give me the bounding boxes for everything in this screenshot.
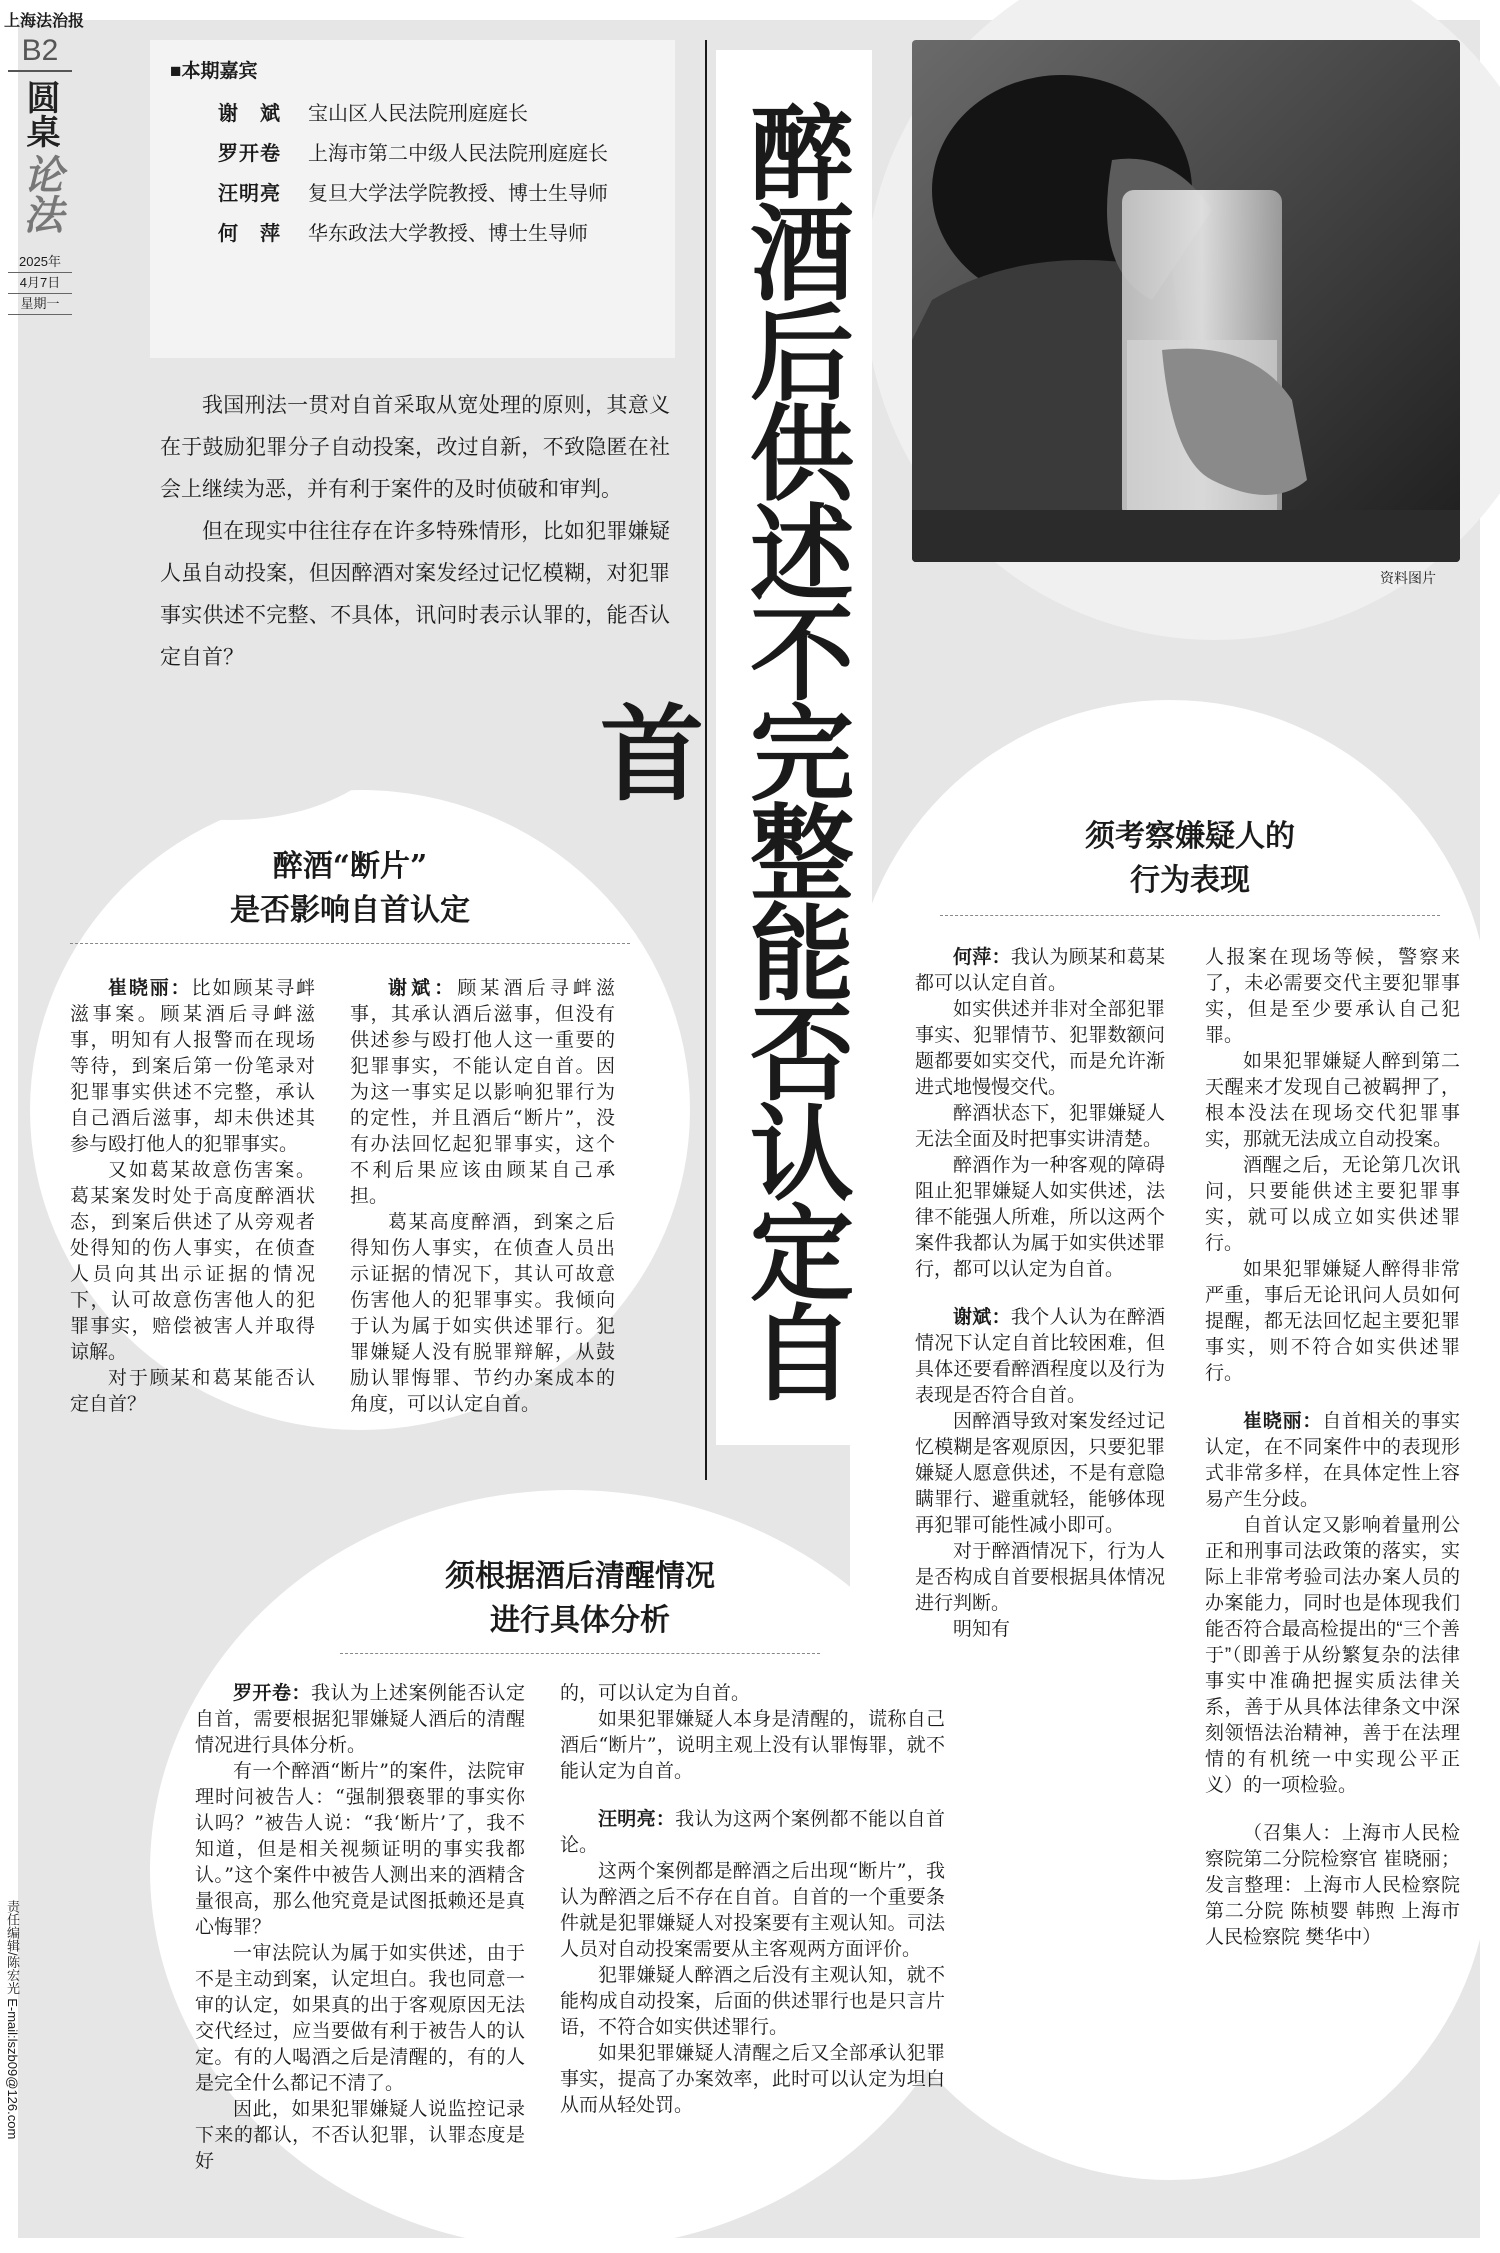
- section-info: [8, 34, 72, 315]
- paragraph: [1205, 1821, 1460, 1951]
- guest-name: 何 萍: [218, 221, 281, 245]
- paragraph: [560, 2040, 945, 2118]
- speaker-name: 何萍：: [953, 947, 1011, 968]
- paragraph: [1205, 1409, 1460, 1513]
- paragraph: [1205, 945, 1460, 1049]
- left-heading-1: 醉酒“断片”: [272, 849, 428, 884]
- guest-name: 罗开卷: [218, 141, 281, 165]
- paragraph: [915, 1153, 1165, 1283]
- column-name-2: 论法: [18, 154, 62, 234]
- paragraph-text: 因醉酒导致对案发经过记忆模糊是客观原因，只要犯罪嫌疑人愿意供述，不是有意隐瞒罪行、避重就轻，能够体现再犯罪可能性减小即可。: [915, 1411, 1165, 1536]
- paragraph-text: 自首相关的事实认定，在不同案件中的表现形式非常多样，在具体定性上容易产生分歧。: [1205, 1411, 1460, 1510]
- photo-drunk-man-with-glass: [912, 40, 1460, 562]
- paragraph: [1205, 1049, 1460, 1153]
- paragraph-text: 酒醒之后，无论第几次讯问，只要能供述主要犯罪事实，就可以成立如实供述罪行。: [1205, 1155, 1460, 1254]
- paragraph-text: 顾某酒后寻衅滋事，其承认酒后滋事，但没有供述参与殴打他人这一重要的犯罪事实，不能认定自首。因为这一事实足以影响犯罪行为的定性，并且酒后“断片”，没有办法回忆起犯罪事实，这个不利后果应该由顾某自己承担。: [350, 977, 615, 1207]
- paragraph: [195, 2096, 525, 2174]
- left-heading-2: 是否影响自首认定: [230, 893, 470, 928]
- column-name-1: 圆桌: [21, 80, 59, 148]
- paragraph: [915, 1101, 1165, 1153]
- editor-credit: 责任编辑/陈宏光 E-mail:lszb09@126.com: [5, 1900, 20, 2140]
- paragraph: [70, 1157, 315, 1365]
- issue-date: [8, 252, 72, 315]
- bottom-column-2: [560, 1680, 945, 2118]
- paragraph-text: 对于顾某和葛某能否认定自首？: [70, 1367, 315, 1415]
- paragraph-text: 一审法院认为属于如实供述，由于不是主动到案，认定坦白。我也同意一审的认定，如果真的出于客观原因无法交代经过，应当要做有利于被告人的认定。有的人喝酒之后是清醒的，有的人是完全什么都记不清了。: [195, 1942, 525, 2094]
- paragraph-text: 对于醉酒情况下，行为人是否构成自首要根据具体情况进行判断。: [915, 1541, 1165, 1614]
- paragraph: [1205, 1513, 1460, 1799]
- paragraph: [915, 945, 1165, 997]
- right-section: [940, 815, 1440, 929]
- intro-text: [160, 384, 670, 678]
- issue-day: 4月7日: [8, 273, 72, 294]
- issue-weekday: 星期一: [8, 294, 72, 315]
- speaker-name: 崔晓丽：: [1243, 1411, 1323, 1432]
- guest-name: 汪明亮: [218, 181, 281, 205]
- left-column-1: [70, 975, 315, 1417]
- headline: 醉酒后供述不完整能否认定自首: [718, 56, 868, 1441]
- paragraph: [560, 1962, 945, 2040]
- paragraph: [560, 1806, 945, 1858]
- intro-paragraph: 但在现实中往往存在许多特殊情形，比如犯罪嫌疑人虽自动投案，但因醉酒对案发经过记忆模糊，对犯罪事实供述不完整、不具体，讯问时表示认罪的，能否认定自首？: [160, 519, 670, 669]
- guests-heading: ■本期嘉宾: [170, 61, 258, 82]
- paragraph-text: 如果犯罪嫌疑人清醒之后又全部承认犯罪事实，提高了办案效率，此时可以认定为坦白从而从轻处罚。: [560, 2042, 945, 2116]
- left-column-2: [350, 975, 615, 1417]
- right-rule: [940, 915, 1440, 917]
- bottom-rule: [340, 1653, 820, 1655]
- paragraph: [1205, 1257, 1460, 1387]
- left-rule: [70, 943, 630, 945]
- paragraph-text: 葛某高度醉酒，到案之后得知伤人事实，在侦查人员出示证据的情况下，其认可故意伤害他人的犯罪事实。我倾向于认为属于如实供述罪行。犯罪嫌疑人没有脱罪辩解，从鼓励认罪悔罪、节约办案成本的角度，可以认定自首。: [350, 1211, 615, 1415]
- paragraph: [915, 1305, 1165, 1409]
- paragraph: [195, 1758, 525, 1940]
- paragraph-text: 有一个醉酒“断片”的案件，法院审理时问被告人：“强制猥亵罪的事实你认吗？”被告人说：“我‘断片’了，我不知道，但是相关视频证明的事实我都认。”这个案件中被告人测出来的酒精含量很高，那么他究竟是试图抵赖还是真心悔罪？: [195, 1760, 525, 1938]
- guest-row: [218, 213, 655, 253]
- guest-row: [218, 173, 655, 213]
- right-column-1: [915, 945, 1165, 1643]
- paragraph-text: 如果犯罪嫌疑人醉得非常严重，事后无论讯问人员如何提醒，都无法回忆起主要犯罪事实，则不符合如实供述罪行。: [1205, 1259, 1460, 1384]
- paragraph-text: 比如顾某寻衅滋事案。顾某酒后寻衅滋事，明知有人报警而在现场等待，到案后第一份笔录对犯罪事实供述不完整，承认自己酒后滋事，却未供述其参与殴打他人的犯罪事实。: [70, 977, 315, 1155]
- paragraph-text: 又如葛某故意伤害案。葛某案发时处于高度醉酒状态，到案后供述了从旁观者处得知的伤人事实，在侦查人员向其出示证据的情况下，认可故意伤害他人的犯罪事实，赔偿被害人并取得谅解。: [70, 1159, 315, 1363]
- guest-title: 华东政法大学教授、博士生导师: [308, 221, 588, 245]
- paragraph-text: 明知有: [953, 1619, 1011, 1640]
- right-column-2: [1205, 945, 1460, 1951]
- paragraph: [560, 1680, 945, 1706]
- issue-year: 2025年: [8, 252, 72, 273]
- bottom-section: [340, 1555, 820, 1665]
- photo-caption: 资料图片: [1380, 570, 1436, 586]
- guest-row: [218, 133, 655, 173]
- guest-name: 谢 斌: [218, 101, 281, 125]
- paragraph-text: 如实供述并非对全部犯罪事实、犯罪情节、犯罪数额问题都要如实交代，而是允许渐进式地慢慢交代。: [915, 999, 1165, 1098]
- paragraph-text: 自首认定又影响着量刑公正和刑事司法政策的落实，实际上非常考验司法办案人员的办案能力，同时也是体现我们能否符合最高检提出的“三个善于”（即善于从纷繁复杂的法律事实中准确把握实质法律关系，善于从具体法律条文中深刻领悟法治精神，善于在法理情的有机统一中实现公平正义）的一项检验。: [1205, 1515, 1460, 1796]
- speaker-name: 谢斌：: [953, 1307, 1011, 1328]
- guests-box: [150, 40, 675, 358]
- paragraph-text: 这两个案例都是醉酒之后出现“断片”，我认为醉酒之后不存在自首。自首的一个重要条件就是犯罪嫌疑人对投案要有主观认知。司法人员对自动投案需要从主客观两方面评价。: [560, 1860, 945, 1960]
- right-heading-1: 须考察嫌疑人的: [1085, 819, 1295, 854]
- paragraph-text: 如果犯罪嫌疑人本身是清醒的，谎称自己酒后“断片”，说明主观上没有认罪悔罪，就不能认定为自首。: [560, 1708, 945, 1782]
- paragraph: [915, 997, 1165, 1101]
- paragraph: [350, 975, 615, 1209]
- paragraph: [195, 1940, 525, 2096]
- speaker-name: 崔晓丽：: [108, 977, 192, 999]
- paragraph-text: 的，可以认定为自首。: [560, 1682, 751, 1704]
- guest-row: [218, 93, 655, 133]
- paragraph-text: 我个人认为在醉酒情况下认定自首比较困难，但具体还要看醉酒程度以及行为表现是否符合自首。: [915, 1307, 1165, 1406]
- speaker-name: 罗开卷：: [233, 1682, 311, 1704]
- paragraph-text: 人报案在现场等候，警察来了，未必需要交代主要犯罪事实，但是至少要承认自己犯罪。: [1205, 947, 1460, 1046]
- paragraph: [560, 1858, 945, 1962]
- paragraph: [915, 1539, 1165, 1617]
- paragraph-text: 我认为这两个案例都不能以自首论。: [560, 1808, 945, 1856]
- left-section: [70, 845, 630, 955]
- paragraph: [1205, 1153, 1460, 1257]
- guest-title: 复旦大学法学院教授、博士生导师: [308, 181, 608, 205]
- paragraph: [70, 975, 315, 1157]
- right-heading-2: 行为表现: [1130, 863, 1250, 898]
- speaker-name: 谢斌：: [388, 977, 458, 999]
- paragraph-text: 我认为上述案例能否认定自首，需要根据犯罪嫌疑人酒后的清醒情况进行具体分析。: [195, 1682, 525, 1756]
- page-number: B2: [8, 34, 72, 72]
- paragraph: [70, 1365, 315, 1417]
- bottom-heading-1: 须根据酒后清醒情况: [445, 1559, 715, 1594]
- paragraph: [195, 1680, 525, 1758]
- paragraph: [350, 1209, 615, 1417]
- speaker-name: 汪明亮：: [598, 1808, 676, 1830]
- guest-title: 上海市第二中级人民法院刑庭庭长: [308, 141, 608, 165]
- guest-title: 宝山区人民法院刑庭庭长: [308, 101, 528, 125]
- paragraph-text: 我认为顾某和葛某都可以认定自首。: [915, 947, 1165, 994]
- intro-paragraph: 我国刑法一贯对自首采取从宽处理的原则，其意义在于鼓励犯罪分子自动投案，改过自新，不致隐匿在社会上继续为恶，并有利于案件的及时侦破和审判。: [160, 393, 670, 501]
- paragraph-text: 如果犯罪嫌疑人醉到第二天醒来才发现自己被羁押了，根本没法在现场交代犯罪事实，那就无法成立自动投案。: [1205, 1051, 1460, 1150]
- paragraph-text: 因此，如果犯罪嫌疑人说监控记录下来的都认，不否认犯罪，认罪态度是好: [195, 2098, 525, 2172]
- paragraph-text: 醉酒作为一种客观的障碍阻止犯罪嫌疑人如实供述，法律不能强人所难，所以这两个案件我都认为属于如实供述罪行，都可以认定为自首。: [915, 1155, 1165, 1280]
- bottom-column-1: [195, 1680, 525, 2174]
- paragraph: [560, 1706, 945, 1784]
- paragraph-text: （召集人：上海市人民检察院第二分院检察官 崔晓丽；发言整理：上海市人民检察院第二分院 陈桢婴 韩煦 上海市人民检察院 樊华中）: [1205, 1823, 1460, 1948]
- paragraph: [915, 1409, 1165, 1539]
- paragraph-text: 犯罪嫌疑人醉酒之后没有主观认知，就不能构成自动投案，后面的供述罪行也是只言片语，不符合如实供述罪行。: [560, 1964, 945, 2038]
- bottom-heading-2: 进行具体分析: [490, 1603, 670, 1638]
- masthead: 上海法治报: [4, 11, 85, 30]
- photo-illustration: [912, 40, 1460, 562]
- paragraph-text: 醉酒状态下，犯罪嫌疑人无法全面及时把事实讲清楚。: [915, 1103, 1165, 1150]
- paragraph: [915, 1617, 1165, 1643]
